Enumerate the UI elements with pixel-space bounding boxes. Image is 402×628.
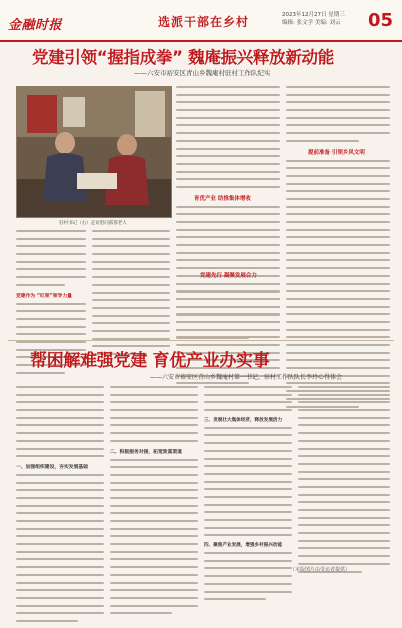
page-number: 05 — [368, 10, 394, 31]
editor-credit: 编辑: 张文学 美编: 刘云 — [282, 20, 341, 26]
article2-subheading: 二、积极服务对接，拓宽致富渠道 — [110, 449, 182, 455]
article1-headline: 党建引领“握指成拳” 魏庵振兴释放新动能 — [32, 48, 334, 67]
article1-subheading: 育优产业 助推集体增收 — [194, 195, 251, 202]
section-divider — [8, 340, 394, 341]
article2-subhead: ——六安市裕安区青山乡魏庵村第一书记、驻村工作队队长李玲心得体会 — [150, 374, 343, 381]
article2-column-4 — [298, 386, 390, 578]
article1-column-4 — [286, 86, 390, 413]
article2-column-1 — [16, 386, 104, 628]
masthead-rule — [0, 40, 402, 42]
article2-subheading: 一、加强组织建设，夯实发展基础 — [16, 464, 88, 470]
section-title: 选派干部在乡村 — [158, 15, 250, 29]
issue-meta — [282, 11, 345, 27]
article1-column-3 — [176, 86, 280, 390]
issue-date: 2023年12月27日 星期三 — [282, 12, 345, 18]
article1-subheading: 党建作为 “红领”领导力量 — [16, 293, 72, 299]
article1-column-5 — [176, 270, 280, 345]
article1-subhead: ——六安市裕安区青山乡魏庵村驻村工作队纪实 — [134, 69, 271, 77]
article2-column-3 — [204, 386, 292, 606]
article1-subheading: 党建先行 凝聚发展合力 — [200, 273, 257, 279]
article1-subheading: 提前准备 引领乡风文明 — [308, 149, 365, 156]
article2-column-2 — [110, 386, 198, 620]
article1-column-2 — [92, 230, 170, 361]
article2-headline: 帮困解难强党建 育优产业办实事 — [30, 351, 270, 371]
article2-subheading: 三、发展壮大集体经济，释放发展活力 — [204, 417, 283, 423]
article1-photo — [16, 86, 172, 218]
newspaper-logo: 金融时报 — [8, 18, 63, 33]
photo-caption: 驻村书记（右）走访慰问孤寡老人 — [59, 221, 127, 226]
photo-credit-note: （本版图片由受访者提供） — [290, 567, 351, 573]
article2-subheading: 四、聚焦产业发展，增强乡村振兴动能 — [204, 543, 283, 549]
